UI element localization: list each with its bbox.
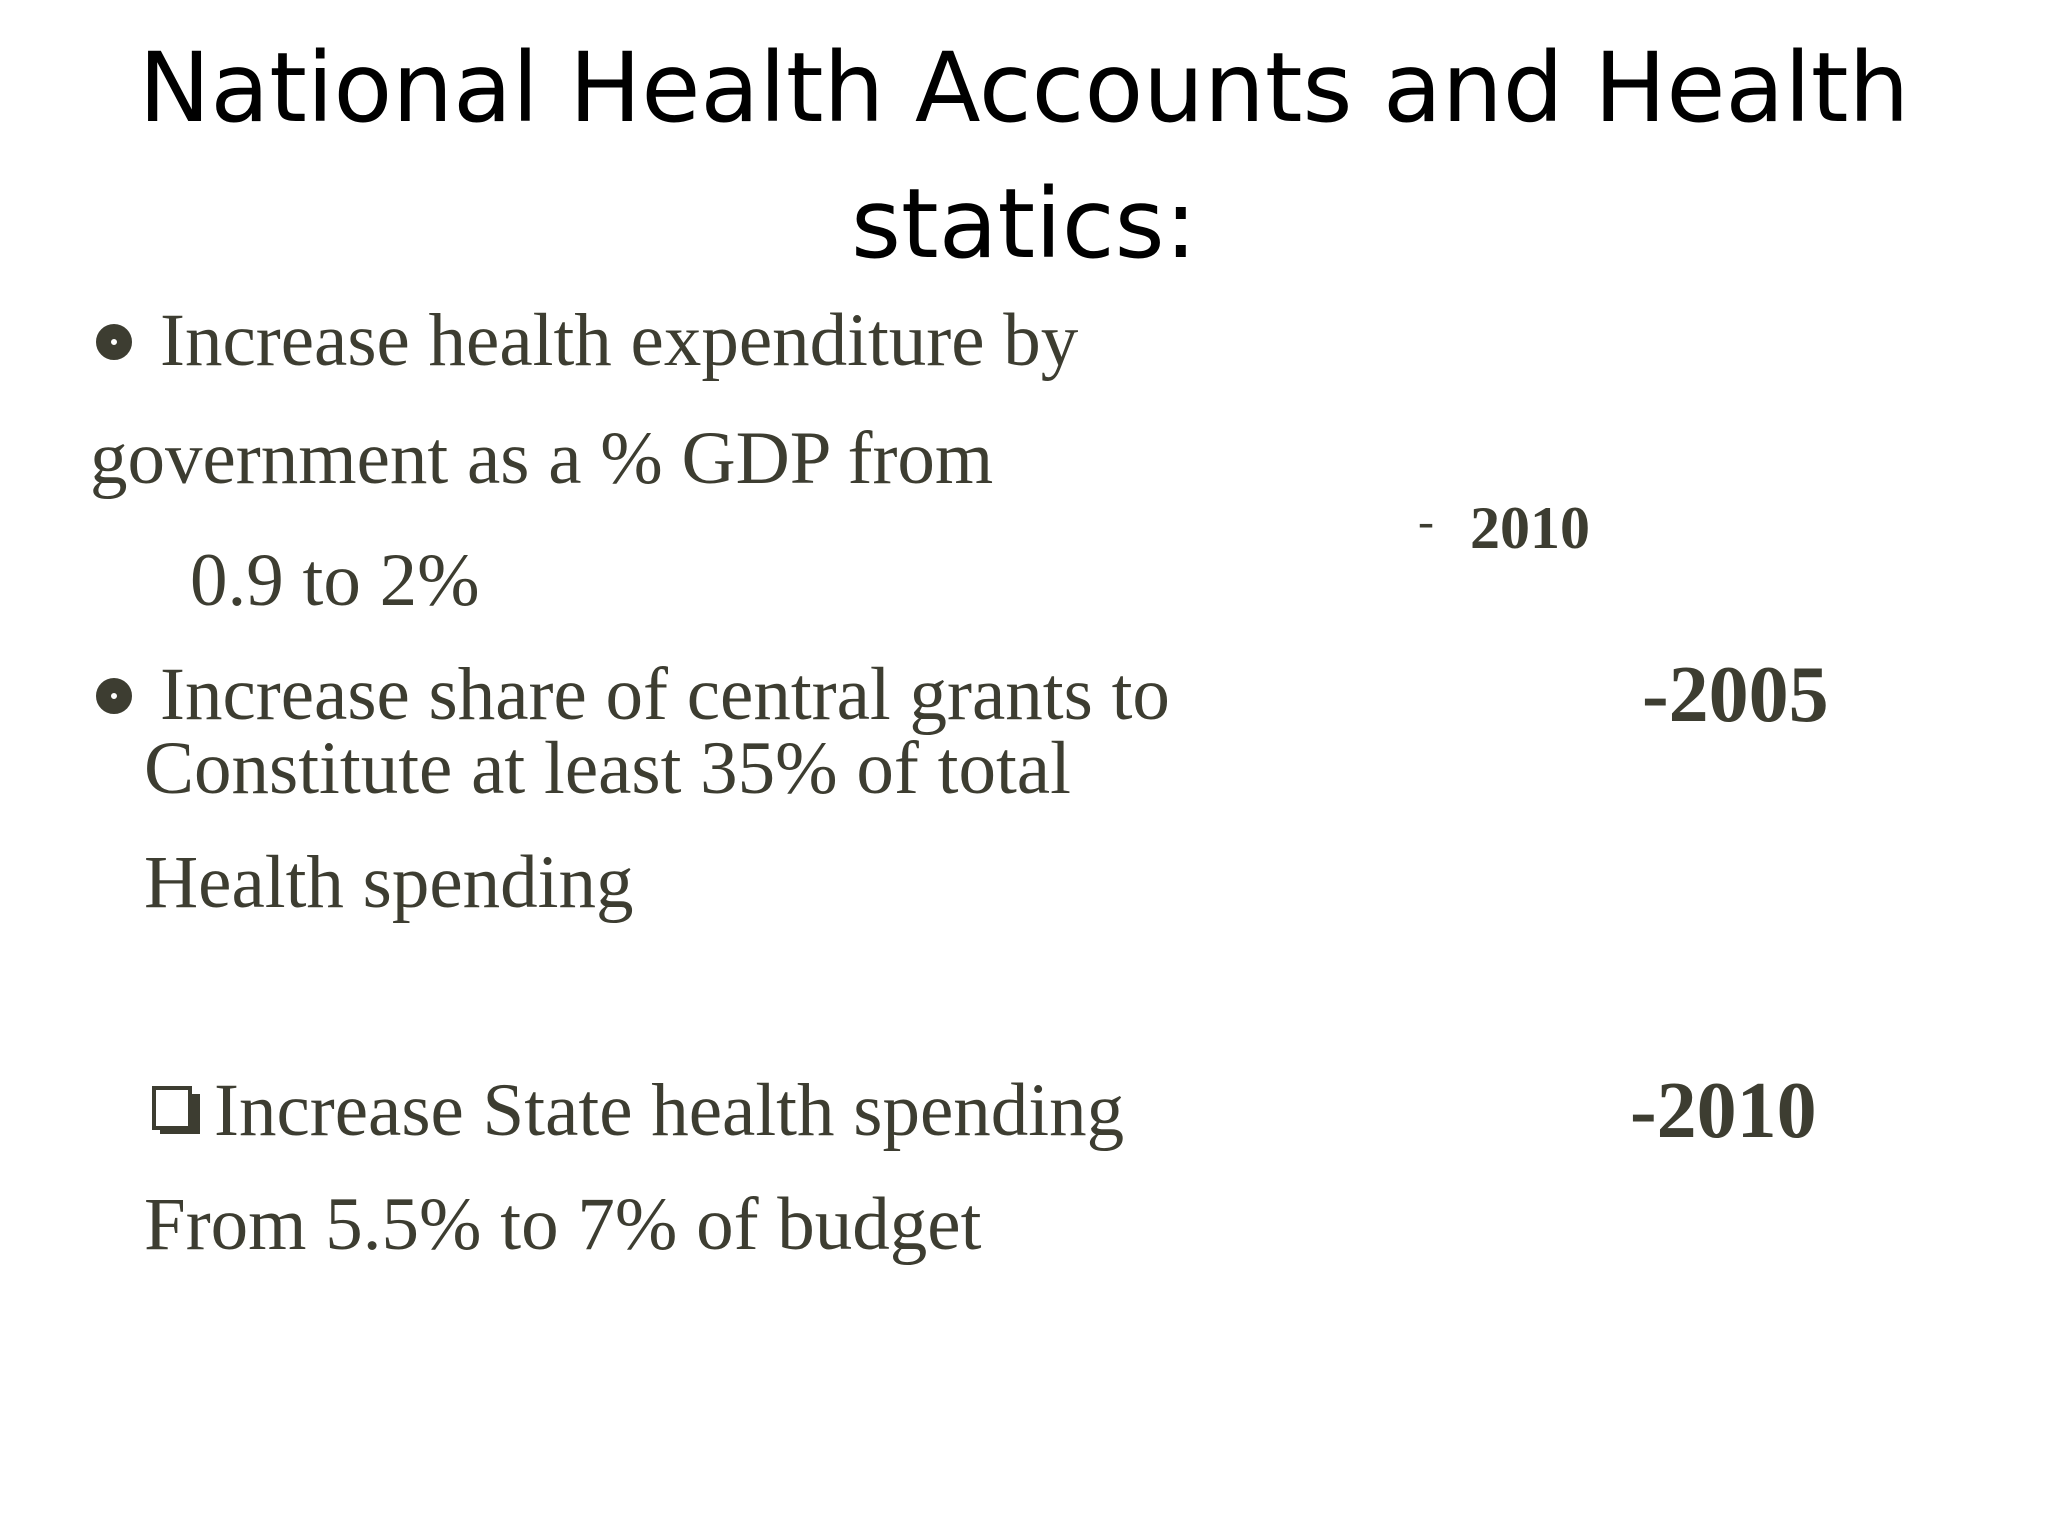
slide-title-line-2: statics:: [851, 168, 1197, 280]
bullet2-line-2: Constitute at least 35% of total: [144, 727, 1071, 810]
ring-bullet-icon: [96, 678, 132, 714]
bullet3-line-2: From 5.5% to 7% of budget: [144, 1183, 982, 1266]
bullet3-line-1: Increase State health spending: [214, 1069, 1125, 1152]
bullet3-year: -2010: [1630, 1067, 1817, 1155]
bullet2-line-3: Health spending: [144, 841, 634, 924]
ring-bullet-icon: [96, 324, 132, 360]
checkbox-bullet-icon: [152, 1086, 192, 1130]
bullet1-year-dash: -: [1418, 495, 1434, 548]
slide-title-line-1: National Health Accounts and Health: [138, 32, 1910, 144]
bullet2-line-1: Increase share of central grants to: [160, 653, 1170, 736]
bullet1-year: 2010: [1470, 495, 1590, 561]
bullet1-line-1: Increase health expenditure by: [160, 299, 1079, 382]
bullet1-line-3: 0.9 to 2%: [190, 539, 480, 622]
bullet2-year: -2005: [1642, 651, 1829, 739]
slide-title: [0, 20, 2048, 292]
bullet1-line-2: government as a % GDP from: [90, 417, 994, 500]
